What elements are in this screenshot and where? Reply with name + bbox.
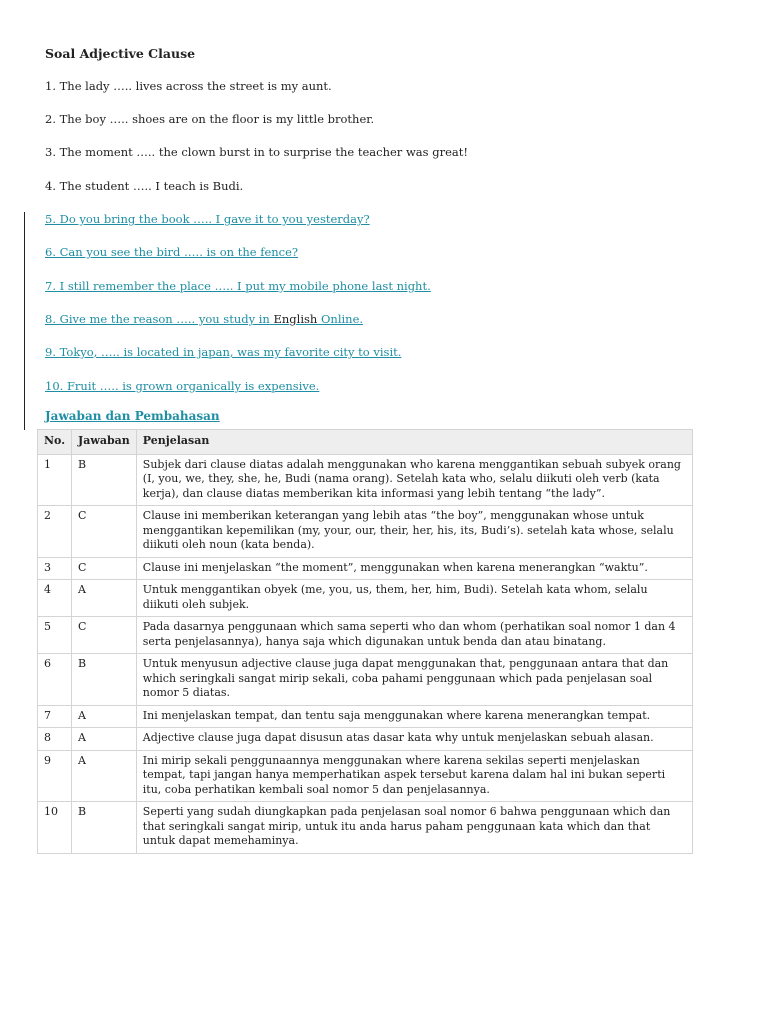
row-explanation: Clause ini memberikan keterangan yang lebih atas “the boy”, menggunakan whose untuk menggantikan kepemilikan (my, your, our, their, her, his, its, Budi’s). setelah kata whose, selalu diikuti oleh noun (kata benda). bbox=[136, 506, 692, 558]
question-8-text-a[interactable]: 8. Give me the reason ….. you study in bbox=[45, 312, 270, 326]
row-no: 4 bbox=[38, 580, 72, 617]
header-explanation: Penjelasan bbox=[136, 430, 692, 455]
question-8-plain-word: English bbox=[269, 312, 321, 326]
table-row bbox=[38, 802, 693, 854]
row-no: 9 bbox=[38, 750, 72, 802]
row-no: 10 bbox=[38, 802, 72, 854]
table-row bbox=[38, 705, 693, 728]
document-title: Soal Adjective Clause bbox=[45, 46, 196, 61]
row-answer: A bbox=[72, 580, 137, 617]
row-explanation: Untuk menyusun adjective clause juga dapat menggunakan that, penggunaan antara that dan which seringkali sangat mirip sekali, coba pahami penggunaan which pada penjelasan soal nomor 5 diatas. bbox=[136, 654, 692, 706]
question-8-text-b[interactable]: Online. bbox=[320, 312, 364, 326]
row-explanation: Ini menjelaskan tempat, dan tentu saja menggunakan where karena menerangkan tempat. bbox=[136, 705, 692, 728]
question-4: 4. The student ….. I teach is Budi. bbox=[45, 179, 244, 193]
table-row bbox=[38, 454, 693, 506]
row-answer: B bbox=[72, 454, 137, 506]
row-answer: B bbox=[72, 802, 137, 854]
row-no: 8 bbox=[38, 728, 72, 751]
row-no: 5 bbox=[38, 617, 72, 654]
header-answer: Jawaban bbox=[72, 430, 137, 455]
table-row bbox=[38, 580, 693, 617]
question-5-link[interactable]: 5. Do you bring the book ….. I gave it to you yesterday? bbox=[45, 212, 370, 226]
row-answer: A bbox=[72, 705, 137, 728]
row-answer: A bbox=[72, 750, 137, 802]
row-explanation: Adjective clause juga dapat disusun atas dasar kata why untuk menjelaskan sebuah alasan. bbox=[136, 728, 692, 751]
row-explanation: Ini mirip sekali penggunaannya menggunakan where karena sekilas seperti menjelaskan tempat, tapi jangan hanya memperhatikan aspek tersebut karena dalam hal ini bukan seperti itu, coba perhatikan kembali soal nomor 5 dan penjelasannya. bbox=[136, 750, 692, 802]
table-row bbox=[38, 750, 693, 802]
row-no: 1 bbox=[38, 454, 72, 506]
question-7-link[interactable]: 7. I still remember the place ….. I put my mobile phone last night. bbox=[45, 279, 431, 293]
row-answer: C bbox=[72, 617, 137, 654]
row-explanation: Subjek dari clause diatas adalah menggunakan who karena menggantikan sebuah subyek orang (I, you, we, they, she, he, Budi (nama orang). Setelah kata who, selalu diikuti oleh verb (kata kerja), dan clause diatas memberikan kita informasi yang lebih tentang “the lady”. bbox=[136, 454, 692, 506]
row-no: 2 bbox=[38, 506, 72, 558]
row-explanation: Seperti yang sudah diungkapkan pada penjelasan soal nomor 6 bahwa penggunaan which dan that seringkali sangat mirip, untuk itu anda harus paham penggunaan kata which dan that untuk dapat memehaminya. bbox=[136, 802, 692, 854]
row-explanation: Clause ini menjelaskan “the moment”, menggunakan when karena menerangkan “waktu”. bbox=[136, 557, 692, 580]
row-answer: C bbox=[72, 506, 137, 558]
row-no: 6 bbox=[38, 654, 72, 706]
row-answer: C bbox=[72, 557, 137, 580]
table-row bbox=[38, 654, 693, 706]
margin-change-bar bbox=[24, 212, 25, 430]
row-explanation: Untuk menggantikan obyek (me, you, us, them, her, him, Budi). Setelah kata whom, selalu diikuti oleh subjek. bbox=[136, 580, 692, 617]
table-header-row bbox=[38, 430, 693, 455]
question-9-link[interactable]: 9. Tokyo, ….. is located in japan, was my favorite city to visit. bbox=[45, 345, 402, 359]
question-2: 2. The boy ….. shoes are on the floor is my little brother. bbox=[45, 112, 375, 126]
row-explanation: Pada dasarnya penggunaan which sama seperti who dan whom (perhatikan soal nomor 1 dan 4 serta penjelasannya), hanya saja which digunakan untuk benda dan atau binatang. bbox=[136, 617, 692, 654]
question-3: 3. The moment ….. the clown burst in to surprise the teacher was great! bbox=[45, 145, 468, 159]
answers-section-title-link[interactable]: Jawaban dan Pembahasan bbox=[45, 409, 220, 423]
table-row bbox=[38, 557, 693, 580]
question-6-link[interactable]: 6. Can you see the bird ….. is on the fence? bbox=[45, 245, 299, 259]
question-10-link[interactable]: 10. Fruit ….. is grown organically is expensive. bbox=[45, 379, 320, 393]
row-no: 7 bbox=[38, 705, 72, 728]
question-8-link[interactable] bbox=[45, 312, 363, 326]
table-row bbox=[38, 617, 693, 654]
row-answer: A bbox=[72, 728, 137, 751]
row-answer: B bbox=[72, 654, 137, 706]
row-no: 3 bbox=[38, 557, 72, 580]
table-row bbox=[38, 728, 693, 751]
question-1: 1. The lady ….. lives across the street is my aunt. bbox=[45, 79, 332, 93]
header-no: No. bbox=[38, 430, 72, 455]
table-row bbox=[38, 506, 693, 558]
answers-table bbox=[37, 429, 693, 854]
